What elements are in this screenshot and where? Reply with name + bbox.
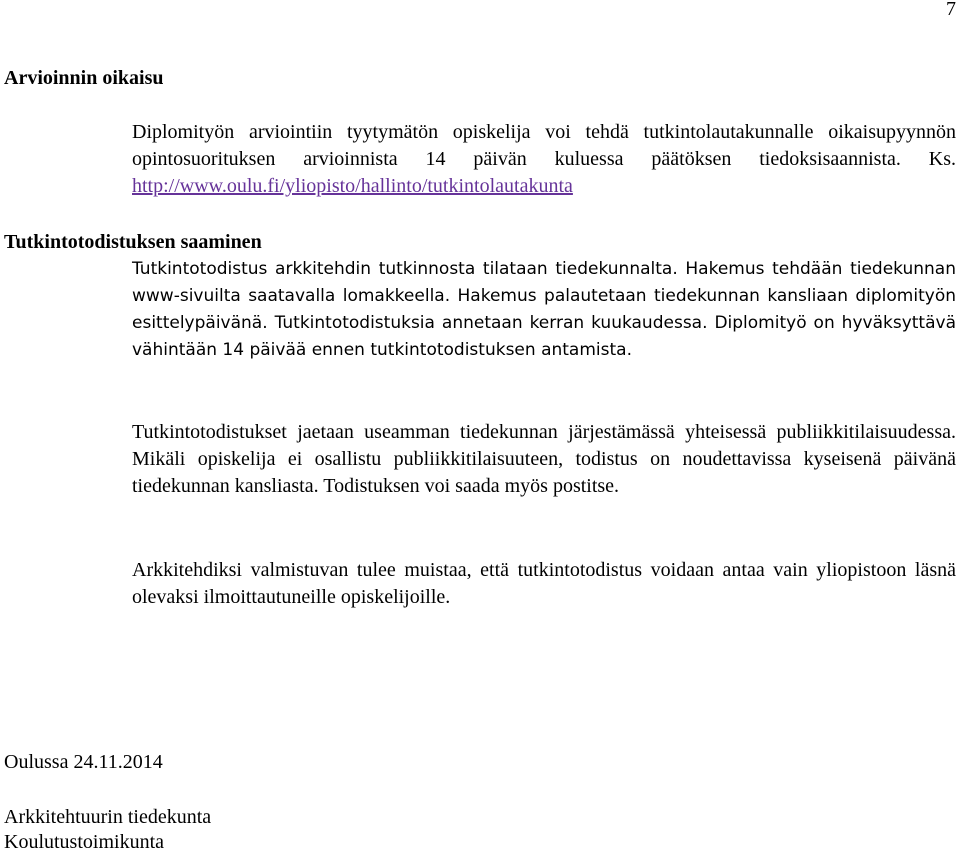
certificate-paragraph-2: Tutkintotodistukset jaetaan useamman tiedekunnan järjestämässä yhteisessä publiikkitilaisuudessa. Mikäli opiskelija ei osallistu publiikkitilaisuuteen, todistus on noudettavissa kyseisenä päivänä tiedekunnan kansliasta. Todistuksen voi saada myös postitse.	[132, 421, 956, 497]
committee-name: Koulutustoimikunta	[4, 831, 164, 853]
appeal-paragraph	[132, 119, 956, 200]
section-heading-appeal: Arvioinnin oikaisu	[4, 67, 164, 89]
faculty-name: Arkkitehtuurin tiedekunta	[4, 806, 212, 828]
certificate-paragraph-1: Tutkintotodistus arkkitehdin tutkinnosta tilataan tiedekunnalta. Hakemus tehdään tiedekunnan www-sivuilta saatavalla lomakkeella. Hakemus palautetaan tiedekunnan kansliaan diplomityön esittelypäivänä. Tutkintotodistuksia annetaan kerran kuukaudessa. Diplomityö on hyväksyttävä vähintään 14 päivää ennen tutkintotodistuksen antamista.	[132, 259, 956, 360]
appeal-paragraph-text: Diplomityön arviointiin tyytymätön opiskelija voi tehdä tutkintolautakunnalle oikaisupyynnön opintosuorituksen arvioinnista 14 päivän kuluessa päätöksen tiedoksisaannista. Ks.	[132, 121, 956, 170]
tutkintolautakunta-link[interactable]: http://www.oulu.fi/yliopisto/hallinto/tutkintolautakunta	[132, 175, 573, 197]
certificate-paragraph-3: Arkkitehdiksi valmistuvan tulee muistaa, että tutkintotodistus voidaan antaa vain yliopistoon läsnä olevaksi ilmoittautuneille opiskelijoille.	[132, 559, 956, 608]
section-heading-certificate: Tutkintotodistuksen saaminen	[4, 231, 262, 253]
place-date: Oulussa 24.11.2014	[4, 751, 163, 773]
page-number: 7	[946, 0, 956, 20]
